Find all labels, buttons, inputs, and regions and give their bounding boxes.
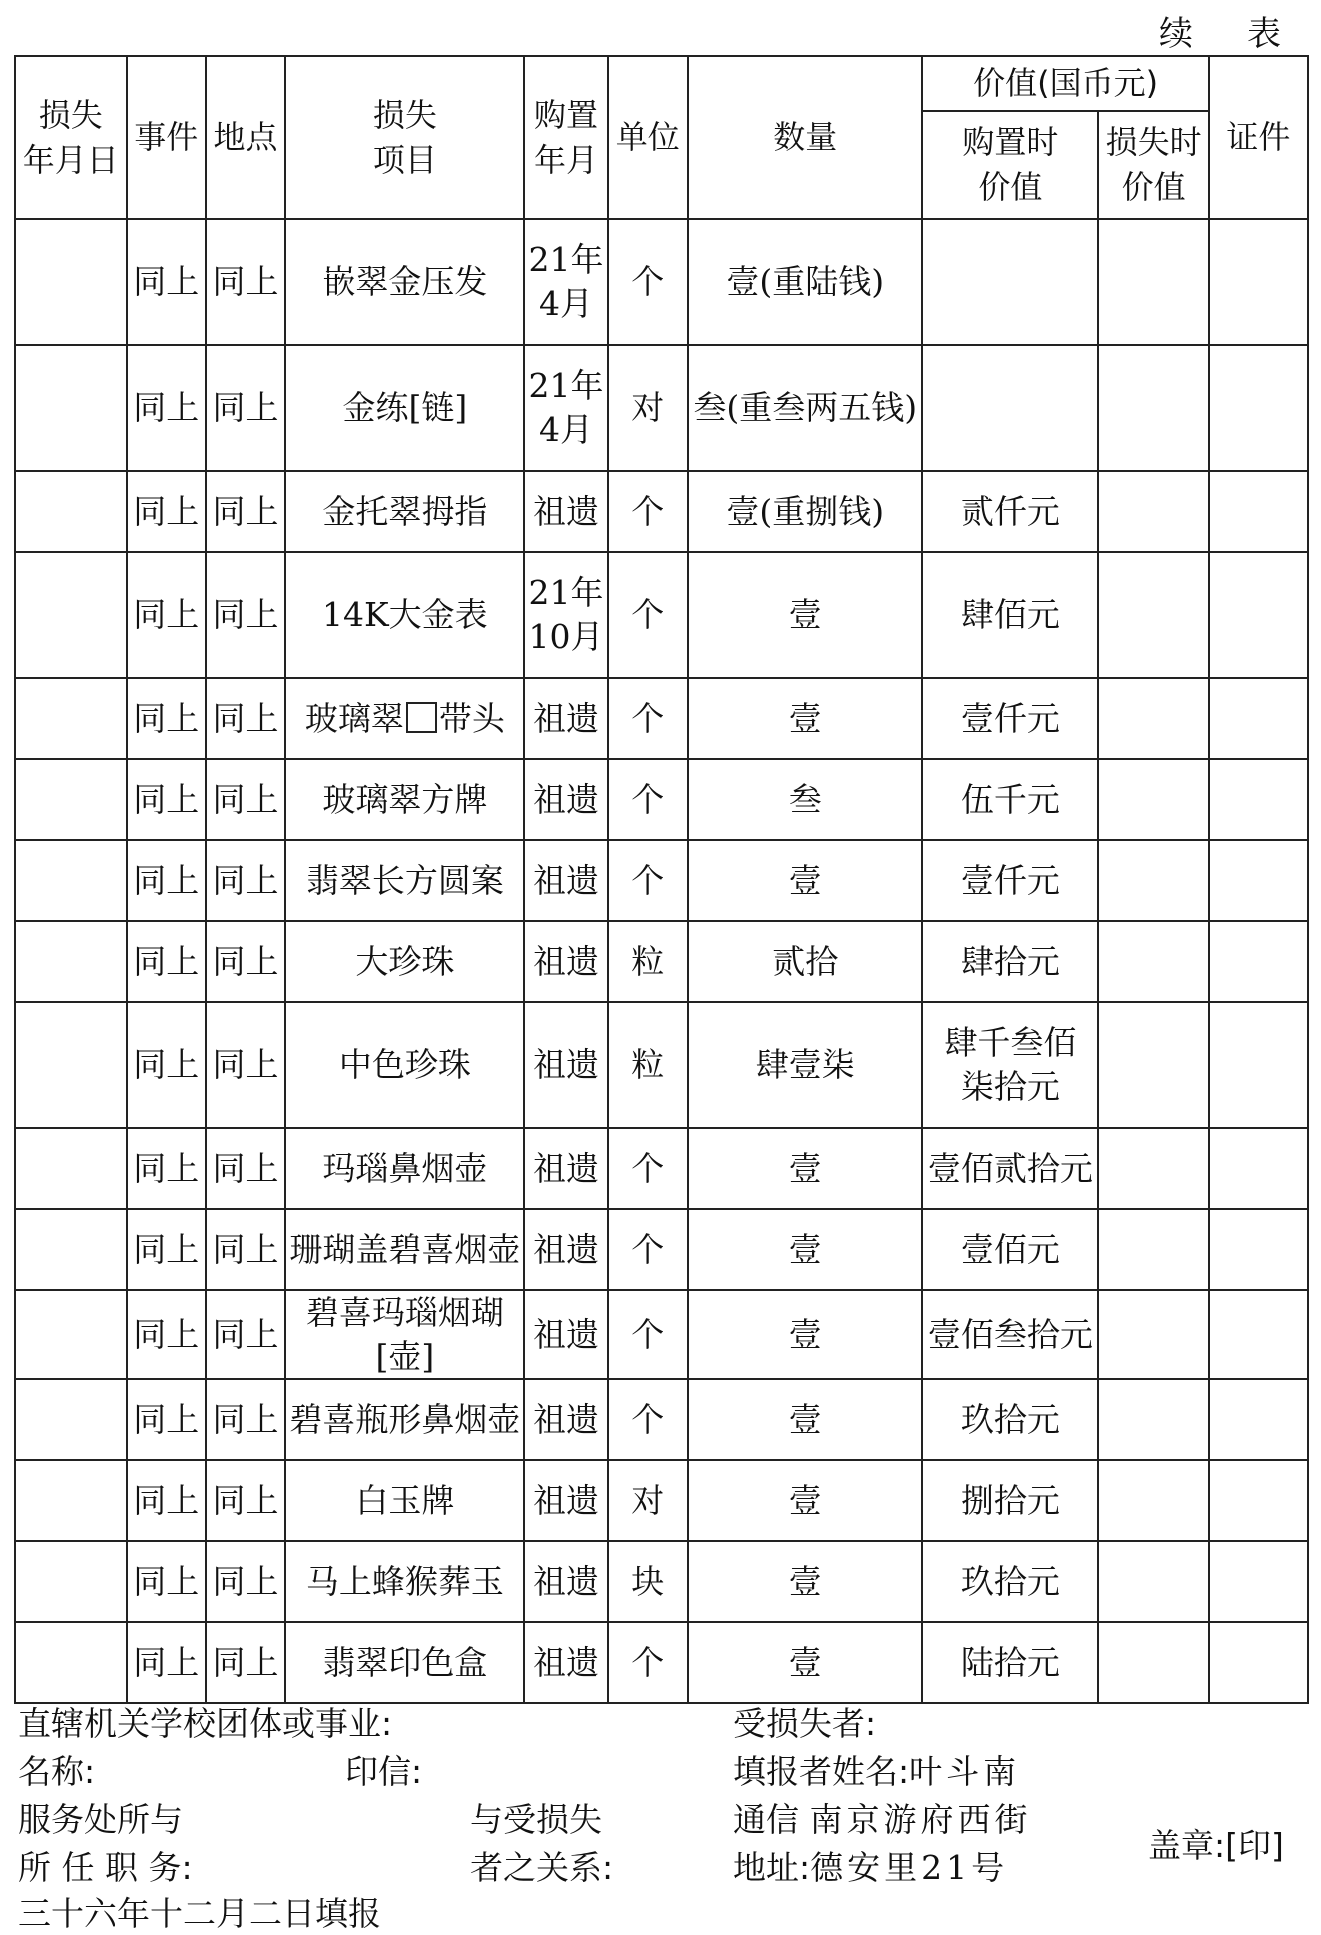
cell-value-loss bbox=[1098, 219, 1208, 345]
fill-date: 三十六年十二月二日填报 bbox=[18, 1894, 381, 1933]
address-label-1: 通信 bbox=[733, 1800, 799, 1839]
cell-place: 同上 bbox=[206, 552, 285, 678]
cell-event: 同上 bbox=[127, 1622, 206, 1703]
cell-loss-date bbox=[15, 1290, 127, 1379]
header-place: 地点 bbox=[206, 56, 285, 219]
cell-certificate bbox=[1209, 552, 1308, 678]
cell-event: 同上 bbox=[127, 219, 206, 345]
cell-loss-date bbox=[15, 552, 127, 678]
cell-value-loss bbox=[1098, 1128, 1208, 1209]
cell-value-purchase bbox=[922, 219, 1098, 345]
header-value-purchase: 购置时 价值 bbox=[922, 111, 1098, 219]
cell-purchase-date: 21年 4月 bbox=[524, 219, 607, 345]
cell-loss-item: 翡翠印色盒 bbox=[285, 1622, 524, 1703]
table-row bbox=[15, 552, 1308, 678]
cell-value-purchase: 伍千元 bbox=[922, 759, 1098, 840]
header-value-loss: 损失时 价值 bbox=[1098, 111, 1208, 219]
cell-place: 同上 bbox=[206, 219, 285, 345]
table-row bbox=[15, 840, 1308, 921]
reporter-field bbox=[733, 1746, 1020, 1793]
cell-loss-item: 马上蜂猴葬玉 bbox=[285, 1541, 524, 1622]
cell-value-loss bbox=[1098, 1209, 1208, 1290]
cell-value-loss bbox=[1098, 1460, 1208, 1541]
cell-value-loss bbox=[1098, 1002, 1208, 1128]
reporter-label: 填报者姓名: bbox=[733, 1752, 910, 1791]
cell-loss-date bbox=[15, 1622, 127, 1703]
table-row bbox=[15, 1128, 1308, 1209]
cell-loss-date bbox=[15, 678, 127, 759]
cell-certificate bbox=[1209, 1209, 1308, 1290]
cell-unit: 粒 bbox=[608, 921, 689, 1002]
name-label: 名称: bbox=[18, 1752, 96, 1791]
cell-event: 同上 bbox=[127, 1128, 206, 1209]
illegible-character-box bbox=[406, 702, 437, 733]
cell-value-purchase: 壹佰贰拾元 bbox=[922, 1128, 1098, 1209]
address-line-1 bbox=[733, 1794, 1032, 1841]
cell-value-loss bbox=[1098, 471, 1208, 552]
cell-unit: 粒 bbox=[608, 1002, 689, 1128]
table-row bbox=[15, 1622, 1308, 1703]
table-row bbox=[15, 1379, 1308, 1460]
cell-event: 同上 bbox=[127, 552, 206, 678]
cell-certificate bbox=[1209, 840, 1308, 921]
cell-place: 同上 bbox=[206, 1209, 285, 1290]
table-row bbox=[15, 345, 1308, 471]
cell-event: 同上 bbox=[127, 759, 206, 840]
cell-loss-date bbox=[15, 219, 127, 345]
cell-place: 同上 bbox=[206, 1379, 285, 1460]
cell-place: 同上 bbox=[206, 678, 285, 759]
cell-certificate bbox=[1209, 1622, 1308, 1703]
cell-loss-item: 碧喜瓶形鼻烟壶 bbox=[285, 1379, 524, 1460]
cell-loss-item: 大珍珠 bbox=[285, 921, 524, 1002]
cell-purchase-date: 祖遗 bbox=[524, 1622, 607, 1703]
cell-event: 同上 bbox=[127, 678, 206, 759]
cell-certificate bbox=[1209, 1379, 1308, 1460]
cell-purchase-date: 祖遗 bbox=[524, 921, 607, 1002]
cell-loss-item: 玻璃翠方牌 bbox=[285, 759, 524, 840]
cell-place: 同上 bbox=[206, 921, 285, 1002]
cell-quantity: 壹 bbox=[688, 1290, 922, 1379]
cell-value-loss bbox=[1098, 345, 1208, 471]
cell-quantity: 壹(重捌钱) bbox=[688, 471, 922, 552]
cell-unit: 个 bbox=[608, 678, 689, 759]
cell-value-purchase: 贰仟元 bbox=[922, 471, 1098, 552]
cell-purchase-date: 祖遗 bbox=[524, 1128, 607, 1209]
cell-certificate bbox=[1209, 471, 1308, 552]
service-label-1: 服务处所与 bbox=[18, 1800, 183, 1839]
cell-purchase-date: 祖遗 bbox=[524, 1002, 607, 1128]
cell-place: 同上 bbox=[206, 1128, 285, 1209]
cell-value-purchase bbox=[922, 345, 1098, 471]
cell-quantity: 壹 bbox=[688, 1622, 922, 1703]
cell-purchase-date: 祖遗 bbox=[524, 1460, 607, 1541]
loss-report-table bbox=[14, 55, 1309, 1704]
cell-value-purchase: 肆佰元 bbox=[922, 552, 1098, 678]
cell-quantity: 壹 bbox=[688, 1541, 922, 1622]
cell-loss-date bbox=[15, 1379, 127, 1460]
cell-value-purchase: 壹佰元 bbox=[922, 1209, 1098, 1290]
cell-value-purchase: 肆拾元 bbox=[922, 921, 1098, 1002]
continued-label: 续 表 bbox=[1159, 14, 1291, 54]
cell-event: 同上 bbox=[127, 471, 206, 552]
cell-quantity: 壹 bbox=[688, 1209, 922, 1290]
cell-value-loss bbox=[1098, 1541, 1208, 1622]
table-row bbox=[15, 921, 1308, 1002]
reporter-name: 叶斗南 bbox=[909, 1752, 1021, 1791]
cell-quantity: 壹 bbox=[688, 678, 922, 759]
cell-place: 同上 bbox=[206, 759, 285, 840]
cell-value-loss bbox=[1098, 840, 1208, 921]
table-row bbox=[15, 1541, 1308, 1622]
cell-certificate bbox=[1209, 921, 1308, 1002]
table-row bbox=[15, 471, 1308, 552]
table-row bbox=[15, 1290, 1308, 1379]
cell-loss-date bbox=[15, 345, 127, 471]
table-header bbox=[15, 56, 1308, 219]
cell-purchase-date: 祖遗 bbox=[524, 471, 607, 552]
cell-value-purchase: 壹仟元 bbox=[922, 678, 1098, 759]
cell-value-loss bbox=[1098, 759, 1208, 840]
table-body bbox=[15, 219, 1308, 1703]
cell-loss-item bbox=[285, 678, 524, 759]
cell-unit: 对 bbox=[608, 1460, 689, 1541]
header-quantity: 数量 bbox=[688, 56, 922, 219]
cell-loss-item: 中色珍珠 bbox=[285, 1002, 524, 1128]
cell-value-purchase: 壹仟元 bbox=[922, 840, 1098, 921]
cell-place: 同上 bbox=[206, 840, 285, 921]
cell-certificate bbox=[1209, 345, 1308, 471]
cell-loss-item: 玛瑙鼻烟壶 bbox=[285, 1128, 524, 1209]
seal-label: 印信: bbox=[345, 1752, 423, 1791]
item-text-suffix: 带头 bbox=[438, 698, 505, 738]
cell-event: 同上 bbox=[127, 345, 206, 471]
victim-label: 受损失者: bbox=[733, 1704, 877, 1743]
cell-place: 同上 bbox=[206, 1541, 285, 1622]
cell-value-loss bbox=[1098, 678, 1208, 759]
cell-value-loss bbox=[1098, 1290, 1208, 1379]
cell-loss-item: 嵌翠金压发 bbox=[285, 219, 524, 345]
cell-value-purchase: 捌拾元 bbox=[922, 1460, 1098, 1541]
cell-event: 同上 bbox=[127, 1460, 206, 1541]
cell-event: 同上 bbox=[127, 1002, 206, 1128]
cell-quantity: 壹 bbox=[688, 552, 922, 678]
cell-event: 同上 bbox=[127, 1290, 206, 1379]
cell-event: 同上 bbox=[127, 921, 206, 1002]
cell-certificate bbox=[1209, 219, 1308, 345]
cell-loss-item: 金练[链] bbox=[285, 345, 524, 471]
cell-unit: 个 bbox=[608, 1379, 689, 1460]
header-loss-date: 损失 年月日 bbox=[15, 56, 127, 219]
cell-certificate bbox=[1209, 1002, 1308, 1128]
cell-loss-date bbox=[15, 1002, 127, 1128]
cell-event: 同上 bbox=[127, 1541, 206, 1622]
table-row bbox=[15, 1209, 1308, 1290]
header-unit: 单位 bbox=[608, 56, 689, 219]
header-value-group: 价值(国币元) bbox=[922, 56, 1208, 111]
cell-loss-date bbox=[15, 759, 127, 840]
cell-event: 同上 bbox=[127, 840, 206, 921]
cell-unit: 个 bbox=[608, 219, 689, 345]
cell-loss-date bbox=[15, 921, 127, 1002]
cell-loss-item: 珊瑚盖碧喜烟壶 bbox=[285, 1209, 524, 1290]
cell-unit: 个 bbox=[608, 1622, 689, 1703]
cell-unit: 个 bbox=[608, 759, 689, 840]
cell-event: 同上 bbox=[127, 1379, 206, 1460]
table-row bbox=[15, 678, 1308, 759]
cell-purchase-date: 祖遗 bbox=[524, 1541, 607, 1622]
cell-value-loss bbox=[1098, 552, 1208, 678]
cell-place: 同上 bbox=[206, 1002, 285, 1128]
table-row bbox=[15, 759, 1308, 840]
cell-certificate bbox=[1209, 1290, 1308, 1379]
cell-purchase-date: 祖遗 bbox=[524, 678, 607, 759]
cell-quantity: 壹(重陆钱) bbox=[688, 219, 922, 345]
cell-certificate bbox=[1209, 1128, 1308, 1209]
cell-unit: 块 bbox=[608, 1541, 689, 1622]
cell-certificate bbox=[1209, 678, 1308, 759]
cell-loss-item: 白玉牌 bbox=[285, 1460, 524, 1541]
cell-unit: 个 bbox=[608, 1290, 689, 1379]
cell-purchase-date: 祖遗 bbox=[524, 1379, 607, 1460]
cell-unit: 个 bbox=[608, 840, 689, 921]
cell-purchase-date: 21年 10月 bbox=[524, 552, 607, 678]
cell-quantity: 贰拾 bbox=[688, 921, 922, 1002]
cell-purchase-date: 祖遗 bbox=[524, 1290, 607, 1379]
table-row bbox=[15, 1002, 1308, 1128]
relation-label-1: 与受损失 bbox=[470, 1800, 602, 1839]
cell-place: 同上 bbox=[206, 1460, 285, 1541]
address-value-2: 德安里21号 bbox=[810, 1848, 1009, 1887]
cell-purchase-date: 祖遗 bbox=[524, 759, 607, 840]
header-purchase-date: 购置 年月 bbox=[524, 56, 607, 219]
cell-loss-date bbox=[15, 1128, 127, 1209]
item-text: 玻璃翠 bbox=[304, 698, 404, 738]
table-row bbox=[15, 1460, 1308, 1541]
cell-purchase-date: 21年 4月 bbox=[524, 345, 607, 471]
cell-loss-date bbox=[15, 471, 127, 552]
cell-loss-item: 金托翠拇指 bbox=[285, 471, 524, 552]
cell-quantity: 叁 bbox=[688, 759, 922, 840]
relation-label-2: 者之关系: bbox=[470, 1848, 614, 1887]
cell-quantity: 壹 bbox=[688, 1128, 922, 1209]
cell-unit: 个 bbox=[608, 1209, 689, 1290]
cell-value-loss bbox=[1098, 921, 1208, 1002]
cell-quantity: 壹 bbox=[688, 840, 922, 921]
cell-quantity: 肆壹柒 bbox=[688, 1002, 922, 1128]
cell-quantity: 壹 bbox=[688, 1460, 922, 1541]
address-line-2 bbox=[733, 1842, 1008, 1889]
cell-value-purchase: 玖拾元 bbox=[922, 1541, 1098, 1622]
cell-place: 同上 bbox=[206, 1290, 285, 1379]
cell-event: 同上 bbox=[127, 1209, 206, 1290]
cell-place: 同上 bbox=[206, 471, 285, 552]
org-label: 直辖机关学校团体或事业: bbox=[18, 1704, 393, 1743]
cell-purchase-date: 祖遗 bbox=[524, 840, 607, 921]
cell-loss-date bbox=[15, 840, 127, 921]
cell-value-loss bbox=[1098, 1622, 1208, 1703]
cell-loss-date bbox=[15, 1541, 127, 1622]
cell-value-purchase: 肆千叁佰 柒拾元 bbox=[922, 1002, 1098, 1128]
cell-unit: 个 bbox=[608, 552, 689, 678]
cell-value-purchase: 陆拾元 bbox=[922, 1622, 1098, 1703]
cell-value-purchase: 玖拾元 bbox=[922, 1379, 1098, 1460]
header-event: 事件 bbox=[127, 56, 206, 219]
cell-loss-item: 碧喜玛瑙烟瑚[壶] bbox=[285, 1290, 524, 1379]
cell-loss-item: 翡翠长方圆案 bbox=[285, 840, 524, 921]
cell-place: 同上 bbox=[206, 1622, 285, 1703]
cell-loss-date bbox=[15, 1460, 127, 1541]
cell-unit: 个 bbox=[608, 1128, 689, 1209]
cell-loss-item: 14K大金表 bbox=[285, 552, 524, 678]
cell-purchase-date: 祖遗 bbox=[524, 1209, 607, 1290]
cell-certificate bbox=[1209, 1460, 1308, 1541]
header-certificate: 证件 bbox=[1209, 56, 1308, 219]
cell-place: 同上 bbox=[206, 345, 285, 471]
address-label-2: 地址: bbox=[733, 1848, 811, 1887]
cell-certificate bbox=[1209, 759, 1308, 840]
cell-value-loss bbox=[1098, 1379, 1208, 1460]
cell-loss-date bbox=[15, 1209, 127, 1290]
cell-quantity: 壹 bbox=[688, 1379, 922, 1460]
cell-unit: 对 bbox=[608, 345, 689, 471]
cell-quantity: 叁(重叁两五钱) bbox=[688, 345, 922, 471]
table-row bbox=[15, 219, 1308, 345]
service-label-2: 所 任 职 务: bbox=[18, 1848, 193, 1887]
stamp-seal: 盖章:[印] bbox=[1148, 1826, 1284, 1865]
cell-value-purchase: 壹佰叁拾元 bbox=[922, 1290, 1098, 1379]
header-loss-item: 损失 项目 bbox=[285, 56, 524, 219]
address-value-1: 南京游府西街 bbox=[809, 1800, 1032, 1839]
cell-unit: 个 bbox=[608, 471, 689, 552]
cell-certificate bbox=[1209, 1541, 1308, 1622]
